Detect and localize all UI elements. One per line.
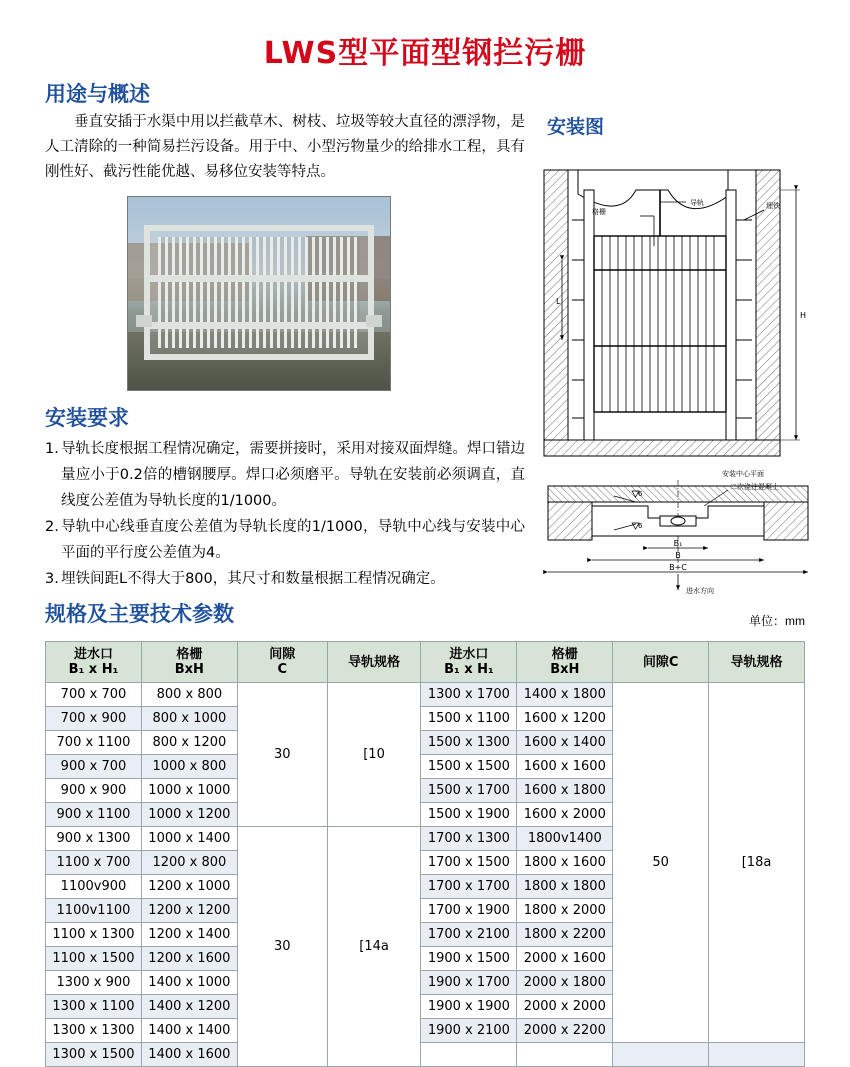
cell-inlet-left: 1100 x 700 [46, 851, 142, 875]
cell-inlet-right: 1900 x 1900 [421, 995, 517, 1019]
use-description [45, 110, 525, 185]
cell-grid-left: 1000 x 1000 [141, 779, 237, 803]
cell-inlet-left: 900 x 700 [46, 755, 142, 779]
cell-inlet-left: 1300 x 900 [46, 971, 142, 995]
svg-text:B₁: B₁ [673, 539, 683, 548]
cell-grid-left: 1000 x 1400 [141, 827, 237, 851]
cell-inlet-right: 1500 x 1900 [421, 803, 517, 827]
col-header-line2: B₁ x H₁ [68, 662, 119, 677]
photo-rack-bars [158, 237, 360, 348]
svg-text:埋铁: 埋铁 [766, 202, 780, 210]
cell-grid-left: 1400 x 1600 [141, 1043, 237, 1067]
col-header-line1: 格栅 [551, 647, 578, 662]
cell-grid-left: 1400 x 1400 [141, 1019, 237, 1043]
list-item [45, 566, 525, 592]
cell-inlet-right: 1500 x 1500 [421, 755, 517, 779]
section-heading-drawing: 安装图 [547, 116, 605, 138]
cell-inlet-left: 900 x 1300 [46, 827, 142, 851]
cell-inlet-right: 1300 x 1700 [421, 683, 517, 707]
col-header-line2: C [277, 662, 287, 677]
cell-grid-left: 1200 x 1400 [141, 923, 237, 947]
col-header-inlet-right [421, 642, 517, 683]
cell-grid-right: 1600 x 1200 [517, 707, 613, 731]
cell-grid-right: 1600 x 1400 [517, 731, 613, 755]
col-header-line1: 导轨规格 [348, 654, 401, 670]
use-description-text: 垂直安插于水渠中用以拦截草木、树枝、垃圾等较大直径的漂浮物，是人工清除的一种简易拦污设备。用于中、小型污物量少的给排水工程，具有刚性好、截污性能优越、易移位安装等特点。 [45, 114, 525, 180]
cell-grid-left: 1400 x 1000 [141, 971, 237, 995]
list-item-number: 2. [45, 519, 59, 535]
svg-text:6: 6 [638, 522, 643, 530]
cell-grid-right: 1800 x 2000 [517, 899, 613, 923]
list-item-text: 埋铁间距L不得大于800，其尺寸和数量根据工程情况确定。 [61, 571, 445, 587]
svg-text:导轨: 导轨 [690, 199, 704, 207]
cell-inlet-left: 1300 x 1300 [46, 1019, 142, 1043]
svg-text:格栅: 格栅 [592, 208, 606, 216]
cell-inlet-left: 700 x 700 [46, 683, 142, 707]
cell-grid-left: 1000 x 1200 [141, 803, 237, 827]
cell-grid-right: 1800v1400 [517, 827, 613, 851]
col-header-gap-right [613, 642, 709, 683]
cell-inlet-left: 700 x 900 [46, 707, 142, 731]
cell-grid-left: 1200 x 1600 [141, 947, 237, 971]
col-header-line2: BxH [174, 662, 204, 677]
cell-inlet-left: 1100 x 1300 [46, 923, 142, 947]
col-header-inlet-left [46, 642, 142, 683]
list-item-text: 导轨中心线垂直度公差值为导轨长度的1/1000，导轨中心线与安装中心平面的平行度公差值为4。 [61, 519, 525, 561]
list-item-number: 1. [45, 441, 59, 457]
svg-text:B+C: B+C [669, 563, 687, 572]
photo-rack-crossbar-lower [150, 322, 368, 329]
photo-rack-lug-right [366, 315, 382, 327]
cell-grid-right: 1600 x 1600 [517, 755, 613, 779]
col-header-grid-left [141, 642, 237, 683]
cell-grid-right: 1800 x 1600 [517, 851, 613, 875]
cell-grid-left: 1000 x 800 [141, 755, 237, 779]
cell-grid-right: 1600 x 1800 [517, 779, 613, 803]
col-header-line1: 格栅 [176, 647, 203, 662]
col-header-line1: 进水口 [449, 647, 489, 662]
table-body [46, 683, 805, 1067]
col-header-line1: 导轨规格 [730, 654, 783, 670]
table-row [46, 683, 805, 707]
cell-grid-left: 1200 x 1000 [141, 875, 237, 899]
cell-gap-right: 50 [613, 683, 709, 1043]
col-header-line2: BxH [550, 662, 580, 677]
cell-grid-right: 1600 x 2000 [517, 803, 613, 827]
table-header-row [46, 642, 805, 683]
cell-grid-right: 2000 x 2200 [517, 1019, 613, 1043]
cell-inlet-left: 1300 x 1500 [46, 1043, 142, 1067]
installation-drawing-svg [528, 150, 828, 610]
cell-grid-right: 1800 x 2200 [517, 923, 613, 947]
col-header-line1: 间隙C [642, 654, 679, 670]
col-header-line1: 间隙 [269, 647, 296, 662]
col-header-line2: B₁ x H₁ [444, 662, 494, 677]
cell-inlet-right: 1900 x 1700 [421, 971, 517, 995]
cell-inlet-left: 700 x 1100 [46, 731, 142, 755]
cell-gap-left-2: 30 [237, 827, 327, 1067]
col-header-gap-left [237, 642, 327, 683]
unit-note: 单位：mm [749, 614, 805, 628]
col-header-line1: 进水口 [73, 647, 113, 662]
cell-grid-left: 1200 x 800 [141, 851, 237, 875]
page-title: LWS型平面型钢拦污栅 [263, 36, 587, 71]
cell-grid-right: 1800 x 1800 [517, 875, 613, 899]
photo-rack-crossbar-upper [150, 275, 368, 282]
cell-grid-right: 1400 x 1800 [517, 683, 613, 707]
svg-text:L: L [556, 297, 561, 306]
section-heading-install: 安装要求 [45, 406, 129, 430]
cell-gap-left-1: 30 [237, 683, 327, 827]
cell-rail-left-2: [14a [327, 827, 421, 1067]
col-header-rail-left [327, 642, 421, 683]
svg-text:进水方向: 进水方向 [686, 587, 714, 595]
cell-rail-left-1: [10 [327, 683, 421, 827]
install-requirements-list [45, 436, 525, 592]
cell-inlet-right: 1700 x 2100 [421, 923, 517, 947]
spec-table [45, 641, 805, 1067]
cell-inlet-right: 1900 x 2100 [421, 1019, 517, 1043]
list-item [45, 436, 525, 514]
installation-drawing [528, 150, 828, 610]
photo-trash-rack [144, 225, 374, 360]
svg-text:B: B [675, 551, 681, 560]
col-header-grid-right [517, 642, 613, 683]
cell-grid-left: 800 x 1000 [141, 707, 237, 731]
cell-inlet-left: 1100v1100 [46, 899, 142, 923]
photo-rack-lug-left [136, 315, 152, 327]
cell-inlet-right: 1700 x 1300 [421, 827, 517, 851]
svg-text:安装中心平面: 安装中心平面 [722, 470, 764, 478]
section-heading-spec: 规格及主要技术参数 [45, 602, 234, 626]
svg-text:二次浇注混凝土: 二次浇注混凝土 [730, 483, 779, 491]
cell-grid-left: 1200 x 1200 [141, 899, 237, 923]
cell-inlet-right: 1700 x 1900 [421, 899, 517, 923]
cell-grid-left: 800 x 1200 [141, 731, 237, 755]
cell-inlet-right: 1700 x 1700 [421, 875, 517, 899]
section-heading-use: 用途与概述 [45, 82, 150, 106]
svg-text:6: 6 [638, 490, 643, 498]
cell-grid-left: 800 x 800 [141, 683, 237, 707]
svg-text:H: H [800, 311, 807, 320]
cell-inlet-right: 1700 x 1500 [421, 851, 517, 875]
cell-inlet-left: 900 x 1100 [46, 803, 142, 827]
list-item-text: 导轨长度根据工程情况确定，需要拼接时，采用对接双面焊缝。焊口错边量应小于0.2倍的槽钢腰厚。焊口必须磨平。导轨在安装前必须调直，直线度公差值为导轨长度的1/1000。 [61, 441, 525, 509]
cell-grid-left: 1400 x 1200 [141, 995, 237, 1019]
cell-grid-right: 2000 x 2000 [517, 995, 613, 1019]
cell-rail-right: [18a [709, 683, 805, 1043]
list-item [45, 514, 525, 566]
cell-inlet-right: 1500 x 1100 [421, 707, 517, 731]
cell-inlet-right: 1500 x 1300 [421, 731, 517, 755]
list-item-number: 3. [45, 571, 59, 587]
cell-inlet-left: 1100v900 [46, 875, 142, 899]
cell-inlet-left: 900 x 900 [46, 779, 142, 803]
col-header-rail-right [709, 642, 805, 683]
cell-grid-right: 2000 x 1800 [517, 971, 613, 995]
cell-inlet-left: 1100 x 1500 [46, 947, 142, 971]
product-photo [127, 196, 391, 391]
cell-grid-right: 2000 x 1600 [517, 947, 613, 971]
cell-inlet-right: 1900 x 1500 [421, 947, 517, 971]
cell-inlet-left: 1300 x 1100 [46, 995, 142, 1019]
cell-inlet-right: 1500 x 1700 [421, 779, 517, 803]
